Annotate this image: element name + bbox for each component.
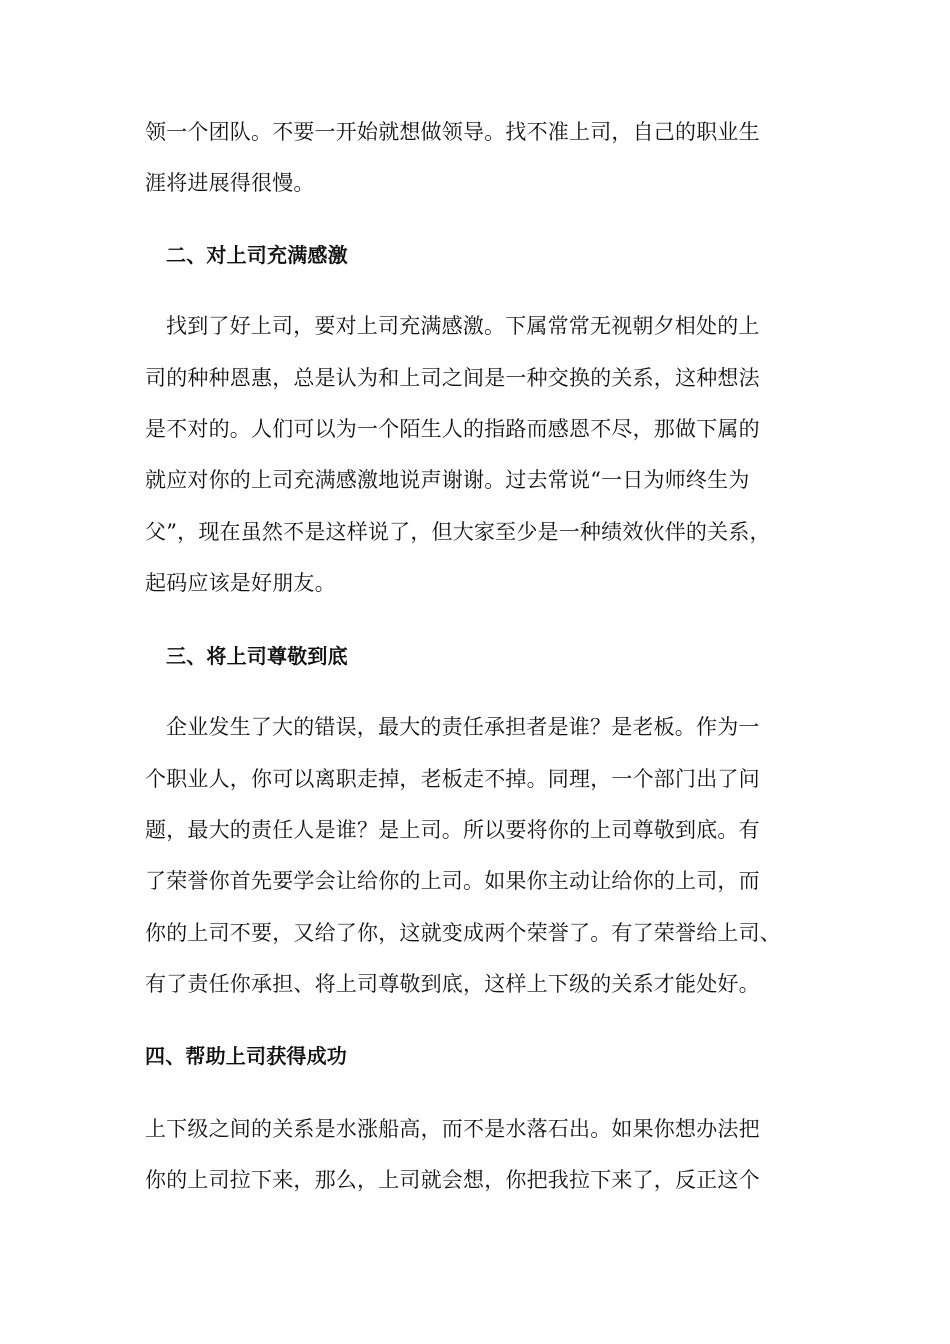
- paragraph-line: 个职业人，你可以离职走掉，老板走不掉。同理，一个部门出了问: [145, 767, 760, 791]
- paragraph-line: 题，最大的责任人是谁？是上司。所以要将你的上司尊敬到底。有: [145, 818, 760, 842]
- paragraph-line: 你的上司不要，又给了你，这就变成两个荣誉了。有了荣誉给上司、: [145, 921, 781, 945]
- paragraph-line: 司的种种恩惠，总是认为和上司之间是一种交换的关系，这种想法: [145, 366, 760, 390]
- paragraph-line: 上下级之间的关系是水涨船高，而不是水落石出。如果你想办法把: [145, 1117, 760, 1141]
- paragraph-line: 企业发生了大的错误，最大的责任承担者是谁？是老板。作为一: [166, 715, 760, 739]
- section-heading-2: 二、对上司充满感激: [166, 243, 348, 267]
- paragraph-line: 了荣誉你首先要学会让给你的上司。如果你主动让给你的上司，而: [145, 869, 760, 893]
- paragraph-line: 父”，现在虽然不是这样说了，但大家至少是一种绩效伙伴的关系，: [145, 520, 771, 544]
- paragraph-line: 你的上司拉下来，那么，上司就会想，你把我拉下来了，反正这个: [145, 1168, 760, 1192]
- paragraph-line: 是不对的。人们可以为一个陌生人的指路而感恩不尽，那做下属的: [145, 417, 760, 441]
- paragraph-line: 起码应该是好朋友。: [145, 571, 336, 595]
- paragraph-line: 有了责任你承担、将上司尊敬到底，这样上下级的关系才能处好。: [145, 972, 760, 996]
- section-heading-3: 三、将上司尊敬到底: [166, 644, 348, 668]
- paragraph-line: 找到了好上司，要对上司充满感激。下属常常无视朝夕相处的上: [166, 314, 760, 338]
- paragraph-line: 就应对你的上司充满感激地说声谢谢。过去常说“一日为师终生为: [145, 468, 750, 492]
- section-heading-4: 四、帮助上司获得成功: [145, 1044, 347, 1068]
- paragraph-line: 领一个团队。不要一开始就想做领导。找不准上司，自己的职业生: [145, 120, 760, 144]
- paragraph-line: 涯将进展得很慢。: [145, 171, 315, 195]
